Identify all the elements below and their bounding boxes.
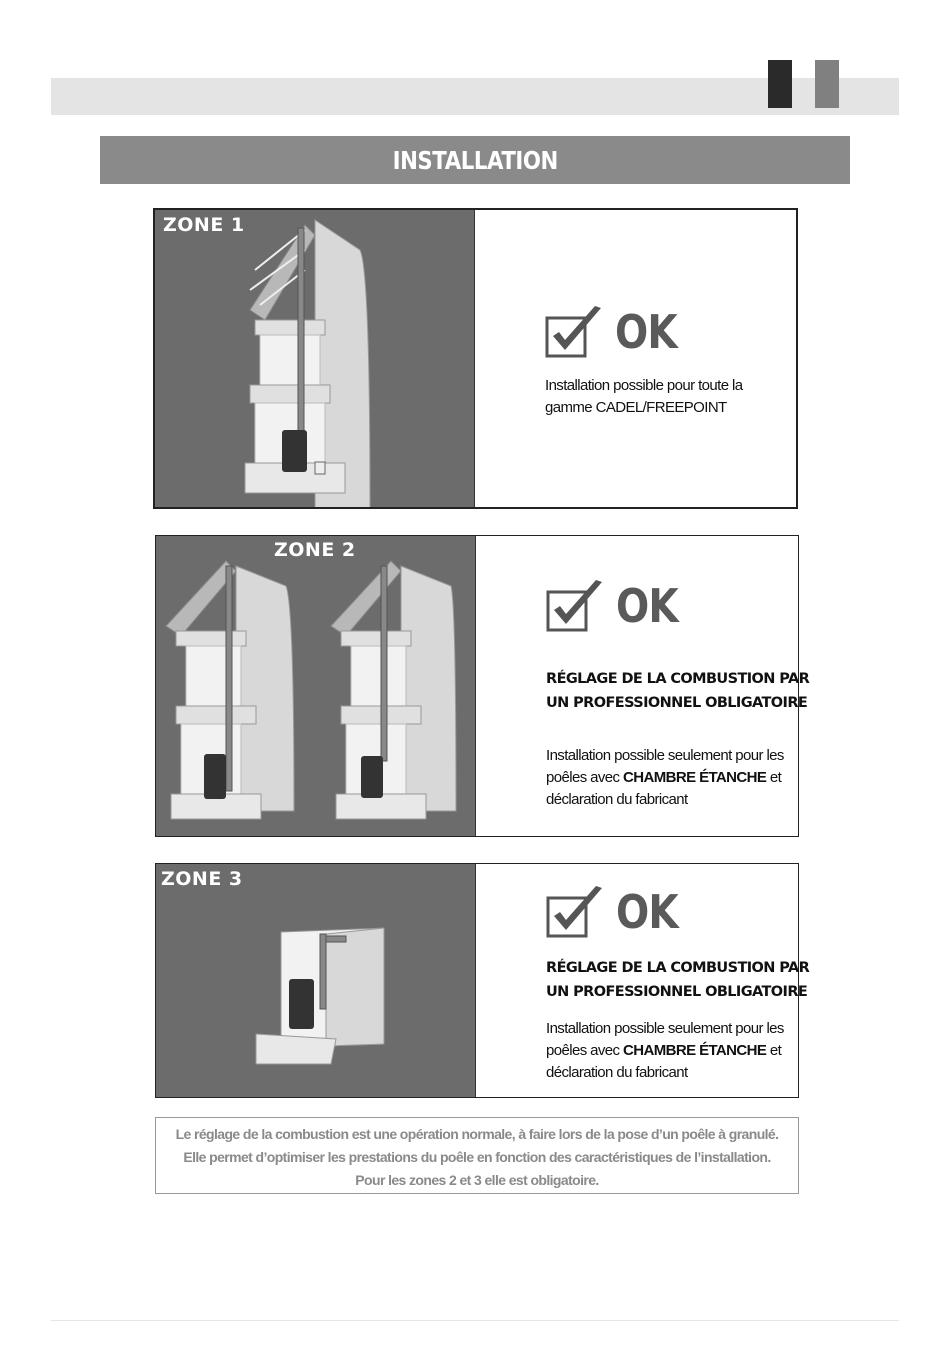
zone-3-ok: OK (546, 884, 689, 940)
zone-3-panel (155, 863, 810, 1098)
combustion-note: Le réglage de la combustion est une opération normale, à faire lors de la pose d’un poêle à granulé. Elle permet d’optimiser les prestations du poêle en fonction des caractéristiques de l’installation. Pour les zones 2 et 3 elle est obligatoire. (155, 1117, 799, 1194)
zone-1-label: ZONE 1 (163, 214, 245, 236)
house-chimney-illustration (155, 210, 475, 507)
zone-2-text: Installation possible seulement pour les poêles avec CHAMBRE ÉTANCHE et déclaration du fabricant (546, 747, 784, 808)
zone-1-illustration (155, 210, 475, 507)
checkbox-check-icon (546, 884, 606, 940)
zone-1-text: Installation possible pour toute la gamme CADEL/FREEPOINT (545, 377, 743, 416)
zone-2-label: ZONE 2 (274, 539, 356, 561)
zone-1-ok: OK (545, 304, 688, 360)
page-tab-dark (768, 60, 792, 108)
zone-2-panel (155, 535, 810, 837)
footer-rule (51, 1320, 899, 1321)
zone-3-warning: RÉGLAGE DE LA COMBUSTION PAR UN PROFESSIONNEL OBLIGATOIRE (546, 960, 810, 1000)
house-chimney-illustration (156, 536, 476, 836)
page-title: INSTALLATION (100, 136, 850, 184)
zone-3-label: ZONE 3 (161, 868, 243, 890)
page-tab-light (815, 60, 839, 108)
zone-2-illustration (156, 536, 476, 836)
zone-1-description (475, 210, 796, 507)
zone-2-description (476, 536, 810, 836)
zone-3-text: Installation possible seulement pour les poêles avec CHAMBRE ÉTANCHE et déclaration du fabricant (546, 1020, 784, 1081)
zone-2-ok: OK (546, 578, 689, 634)
zone-2-warning: RÉGLAGE DE LA COMBUSTION PAR UN PROFESSIONNEL OBLIGATOIRE (546, 671, 810, 711)
house-chimney-illustration (156, 864, 476, 1097)
checkbox-check-icon (545, 304, 605, 360)
zone-1-panel (153, 208, 798, 509)
checkbox-check-icon (546, 578, 606, 634)
zone-3-illustration (156, 864, 476, 1097)
zone-3-description (476, 864, 810, 1097)
